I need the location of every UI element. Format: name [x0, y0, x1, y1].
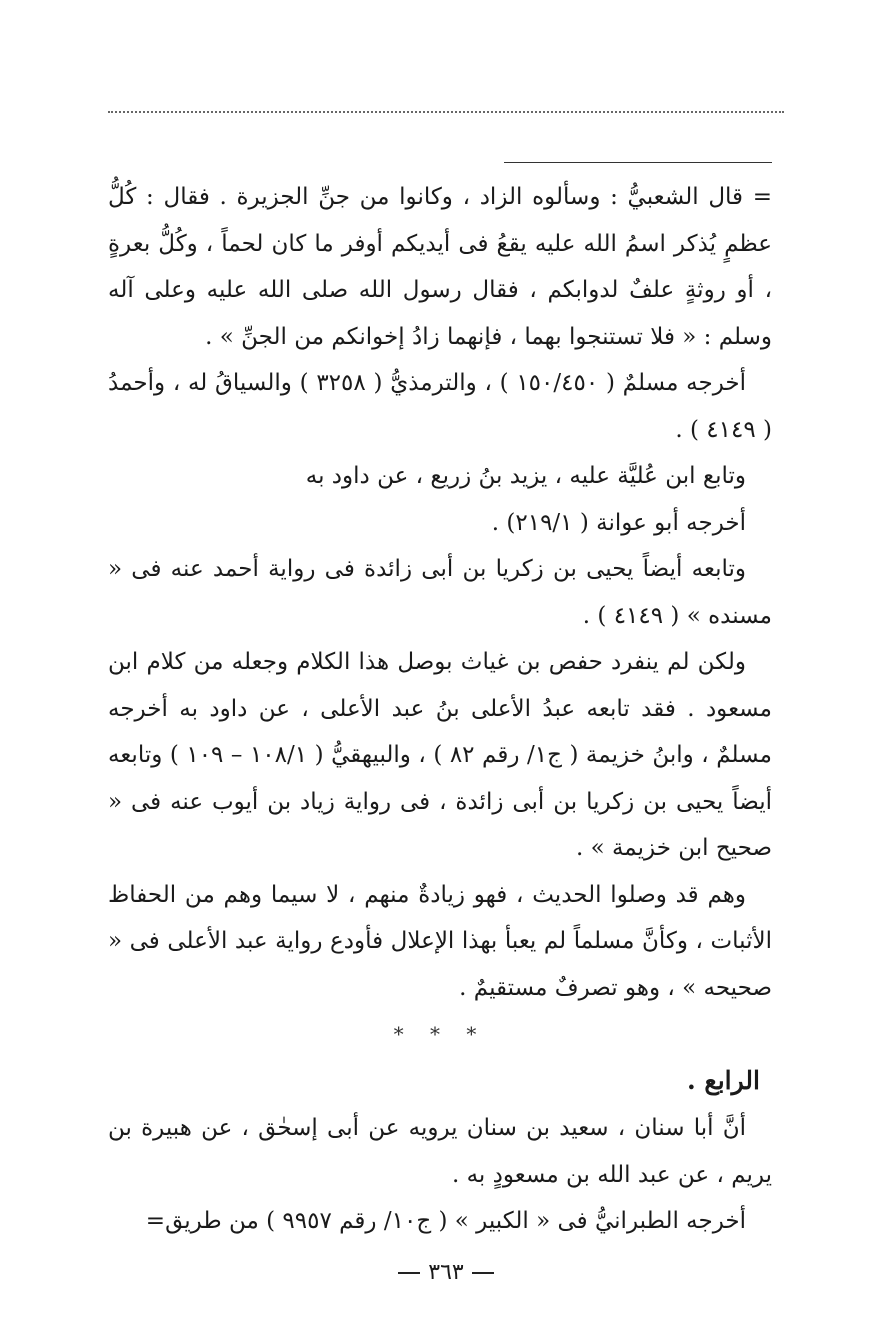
paragraph-muslim-takhrij: أخرجه مسلمٌ ( ١٥٠/٤٥٠ ) ، والترمذيُّ ( ٣٢٥٨ ) والسياقُ له ، وأحمدُ ( ٤١٤٩ ) . [108, 370, 772, 443]
footnote-separator-rule [504, 162, 772, 163]
header-dotted-rule [108, 111, 784, 113]
section-separator-stars: * * * [393, 1022, 487, 1046]
paragraph-hafs-ghiyath: ولكن لم ينفرد حفص بن غياث بوصل هذا الكلام وجعله من كلام ابن مسعود . فقد تابعه عبدُ الأعلى بنُ عبد الأعلى ، عن داود به أخرجه مسلمٌ ، وابنُ خزيمة ( ج١/ رقم ٨٢ ) ، والبيهقيُّ ( ١٠٨/١ – ١٠٩ ) وتابعه أيضاً يحيى بن زكريا بن أبى زائدة ، فى رواية زياد بن أيوب عنه فى « صحيح ابن خزيمة » . [108, 649, 772, 861]
paragraph-tabarani: أخرجه الطبرانيُّ فى « الكبير » ( ج١٠/ رقم ٩٩٥٧ ) من طريق= [145, 1208, 746, 1234]
section-heading: الرابع . [687, 1066, 760, 1095]
paragraph-abu-sinan: أنَّ أبا سنان ، سعيد بن سنان يرويه عن أبى إسحٰق ، عن هبيرة بن يريم ، عن عبد الله بن مسعودٍ به . [108, 1115, 772, 1188]
paragraph-ibn-ulayya: وتابع ابن عُليَّة عليه ، يزيد بنُ زريع ، عن داود به [305, 463, 746, 489]
paragraph-shabi-quote: = قال الشعبيُّ : وسألوه الزاد ، وكانوا من جنِّ الجزيرة . فقال : كُلُّ عظمٍ يُذكر اسمُ الله عليه يقعُ فى أيديكم أوفر ما كان لحماً ، وكُلُّ بعرةٍ ، أو روثةٍ علفٌ لدوابكم ، فقال رسول الله صلى الله عليه وعلى آله وسلم : « فلا تستنجوا بهما ، فإنهما زادُ إخوانكم من الجنِّ » . [108, 184, 772, 350]
footnote-body [108, 174, 772, 1245]
paragraph-abu-awana: أخرجه أبو عوانة ( ٢١٩/١) . [491, 509, 746, 536]
paragraph-yahya-zakariya: وتابعه أيضاً يحيى بن زكريا بن أبى زائدة فى رواية أحمد عنه فى « مسنده » ( ٤١٤٩ ) . [108, 556, 772, 629]
page-number [0, 1258, 892, 1288]
page-number-dash-right [472, 1272, 494, 1274]
paragraph-wasl-hadith: وهم قد وصلوا الحديث ، فهو زيادةٌ منهم ، لا سيما وهم من الحفاظ الأثبات ، وكأنَّ مسلماً لم يعبأ بهذا الإعلال فأودع رواية عبد الأعلى فى « صحيحه » ، وهو تصرفٌ مستقيمٌ . [108, 881, 772, 1001]
page-number-value: ٣٦٣ [428, 1260, 464, 1285]
page-number-dash-left [398, 1272, 420, 1274]
